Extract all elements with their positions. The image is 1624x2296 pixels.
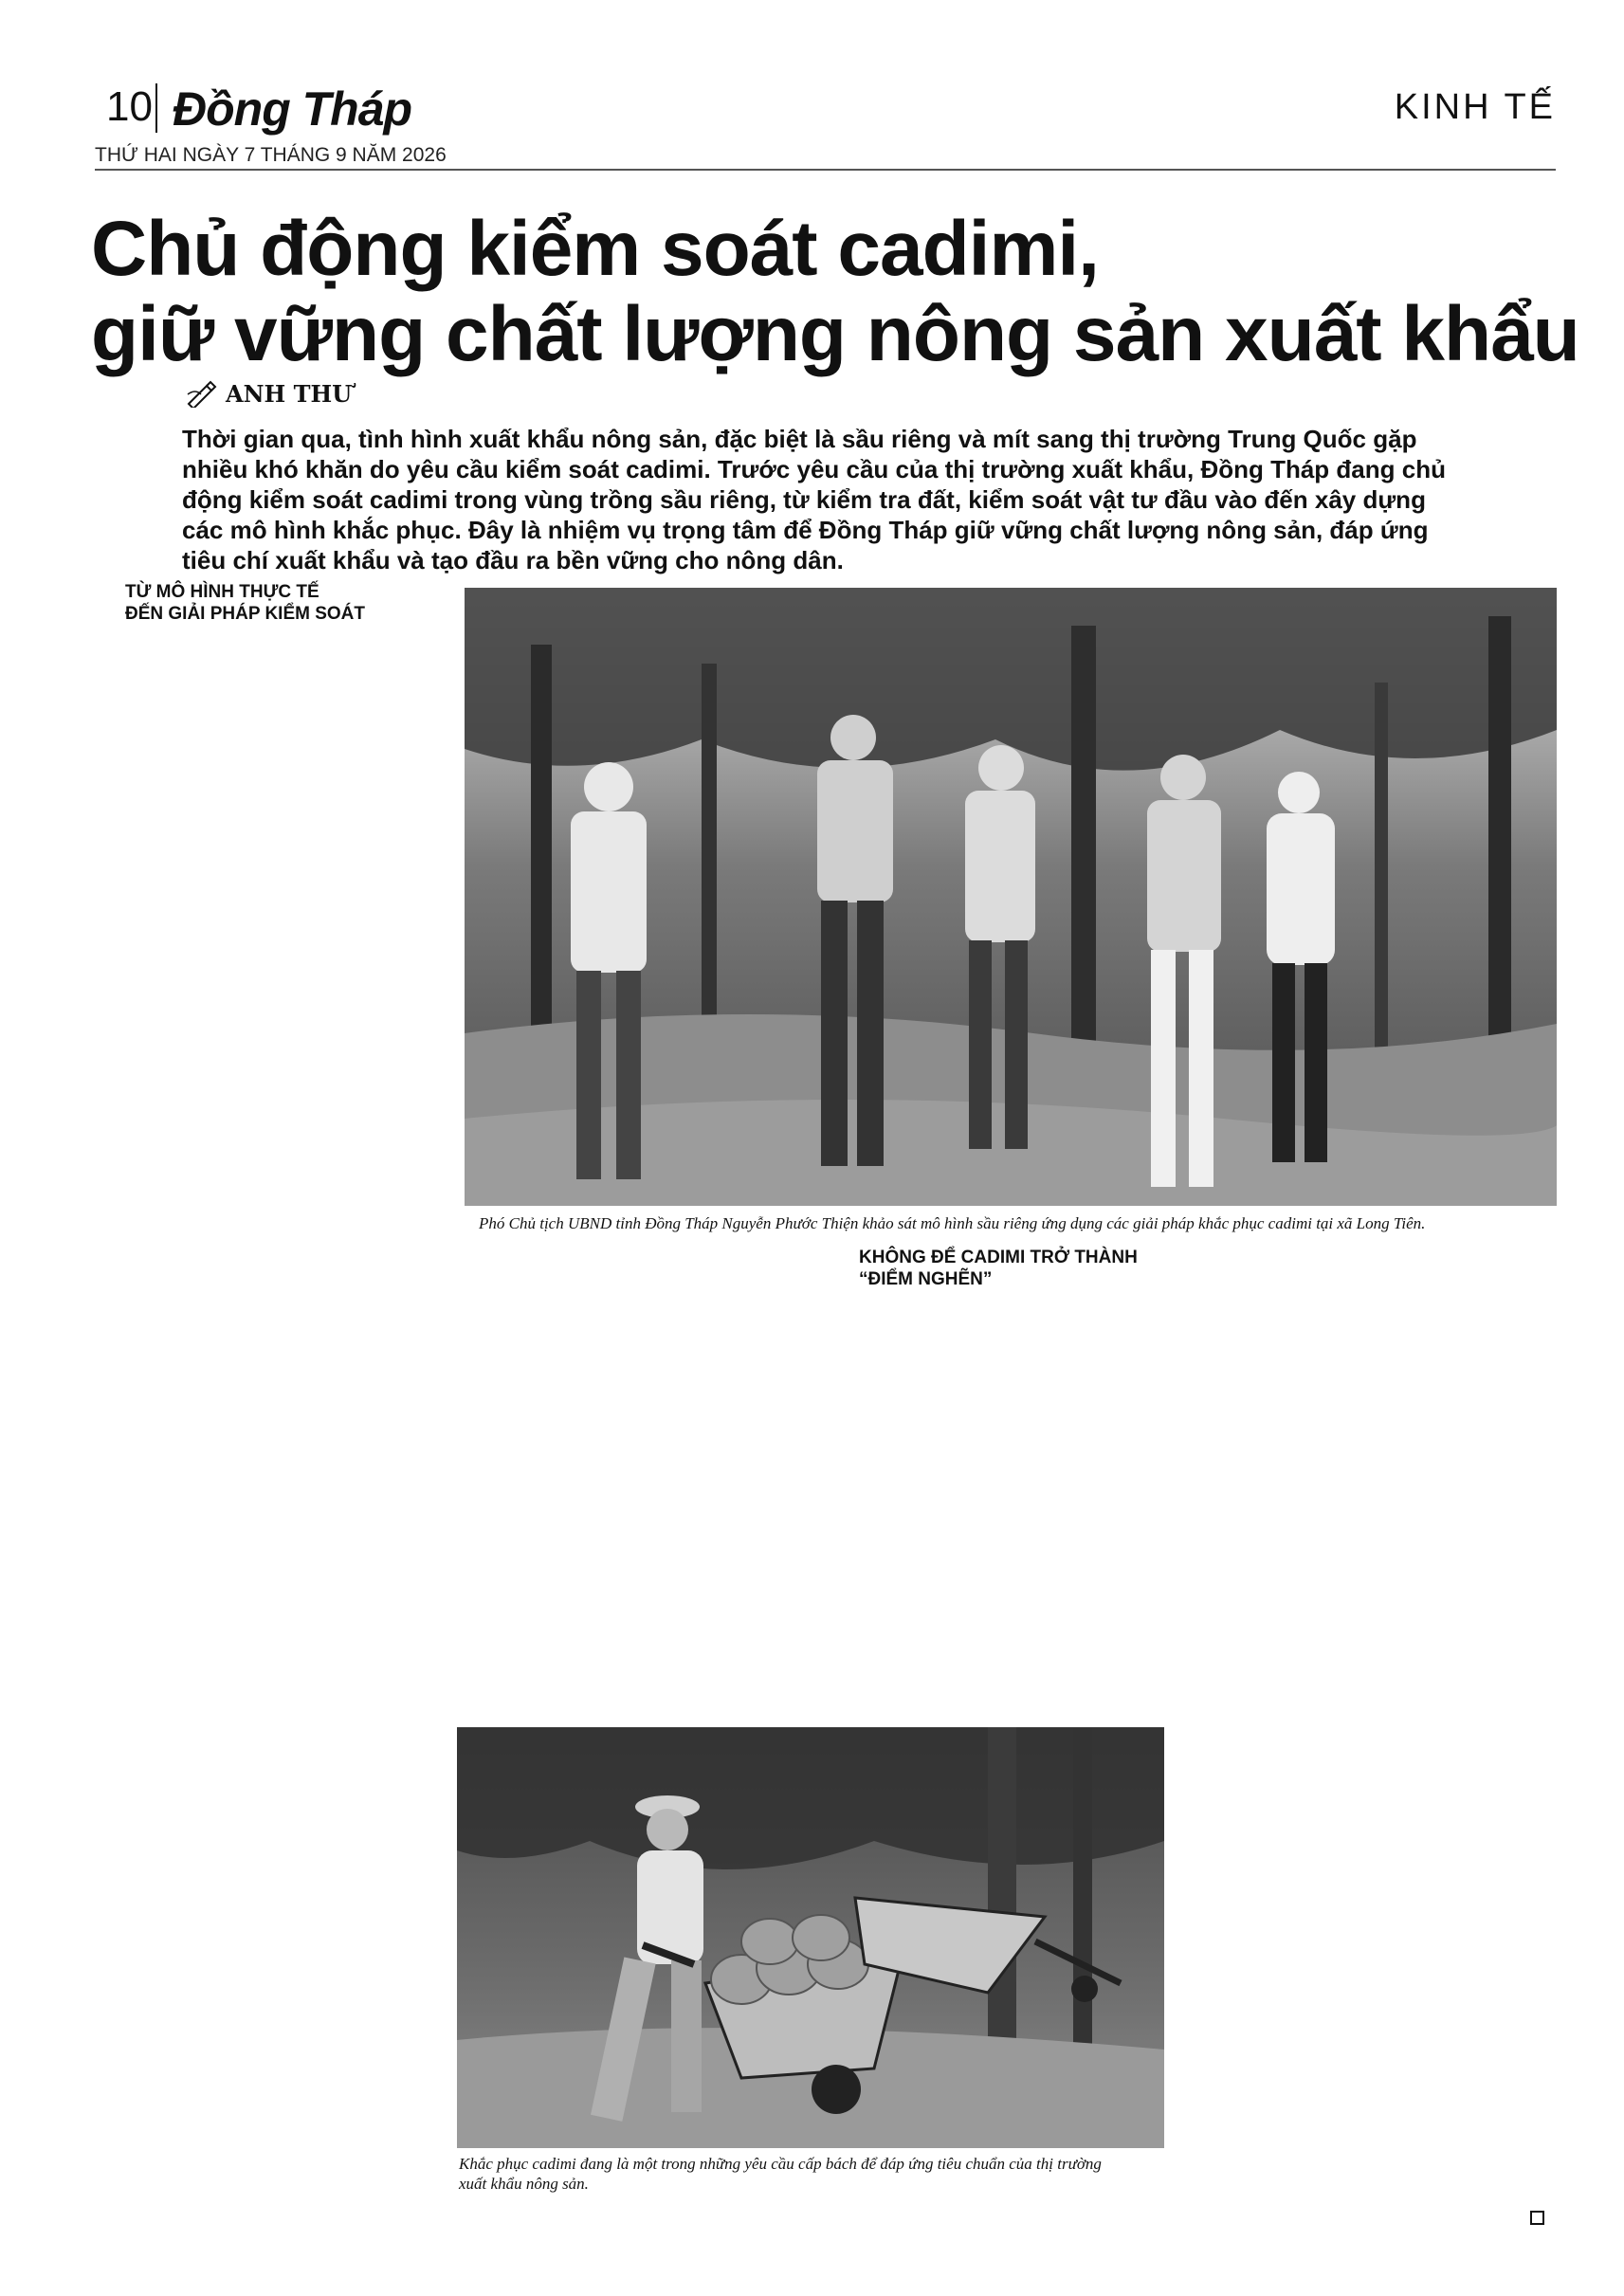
photo-orchard-visit [465, 588, 1557, 1206]
body-column-4 [1196, 1248, 1553, 2245]
subhead-2-line-2: “ĐIỂM NGHẼN” [859, 1269, 993, 1289]
photo-durian-wheelbarrow [457, 1727, 1164, 2148]
publication-logo: Đồng Tháp [173, 82, 412, 136]
section-title: KINH TẾ [1394, 87, 1556, 127]
photo-wheelbarrow-caption-line-1: Khắc phục cadimi đang là một trong những yêu cầu cấp bách để đáp ứng tiêu chuẩn của thị trường [459, 2155, 1102, 2173]
body-column-1-bottom [106, 1229, 463, 2207]
issue-date: THỨ HAI NGÀY 7 THÁNG 9 NĂM 2026 [95, 144, 447, 166]
subhead-1-line-1: TỪ MÔ HÌNH THỰC TẾ [125, 582, 319, 602]
masthead-divider [155, 83, 157, 133]
headline-line-1: Chủ động kiểm soát cadimi, [91, 206, 1099, 292]
photo-orchard-caption: Phó Chủ tịch UBND tỉnh Đồng Tháp Nguyễn Phước Thiện khảo sát mô hình sầu riêng ứng dụng các giải pháp khắc phục cadimi tại xã Long Tiên. [479, 1214, 1426, 1232]
photo-orchard-visit-image [465, 588, 1557, 1206]
lead-line-2: nhiều khó khăn do yêu cầu kiểm soát cadimi. Trước yêu cầu của thị trường xuất khẩu, Đồng Tháp đang chủ [182, 455, 1446, 483]
lead-line-1: Thời gian qua, tình hình xuất khẩu nông sản, đặc biệt là sầu riêng và mít sang thị trường Trung Quốc gặp [182, 425, 1417, 453]
body-column-2 [466, 1251, 813, 1684]
subhead-1-line-2: ĐẾN GIẢI PHÁP KIỂM SOÁT [125, 604, 366, 624]
byline: ANH THƯ [226, 380, 353, 408]
lead-line-5: tiêu chí xuất khẩu và tạo đầu ra bền vững cho nông dân. [182, 546, 844, 574]
page-number: 10 [106, 83, 153, 130]
body-column-3 [831, 1291, 1188, 1706]
photo-wheelbarrow-caption-line-2: xuất khẩu nông sản. [459, 2175, 589, 2193]
end-square-icon [1530, 2211, 1544, 2225]
lead-line-3: động kiểm soát cadimi trong vùng trồng sầu riêng, từ kiểm tra đất, kiểm soát vật tư đầu vào đến xây dựng [182, 485, 1426, 514]
photo-durian-wheelbarrow-image [457, 1727, 1164, 2148]
masthead-rule [95, 169, 1556, 171]
lead-line-4: các mô hình khắc phục. Đây là nhiệm vụ trọng tâm để Đồng Tháp giữ vững chất lượng nông sản, đáp ứng [182, 516, 1429, 544]
subhead-2-line-1: KHÔNG ĐỂ CADIMI TRỞ THÀNH [859, 1248, 1138, 1267]
body-column-1-top [106, 629, 463, 1227]
headline-line-2: giữ vững chất lượng nông sản xuất khẩu [91, 291, 1579, 377]
pen-icon [186, 379, 218, 408]
